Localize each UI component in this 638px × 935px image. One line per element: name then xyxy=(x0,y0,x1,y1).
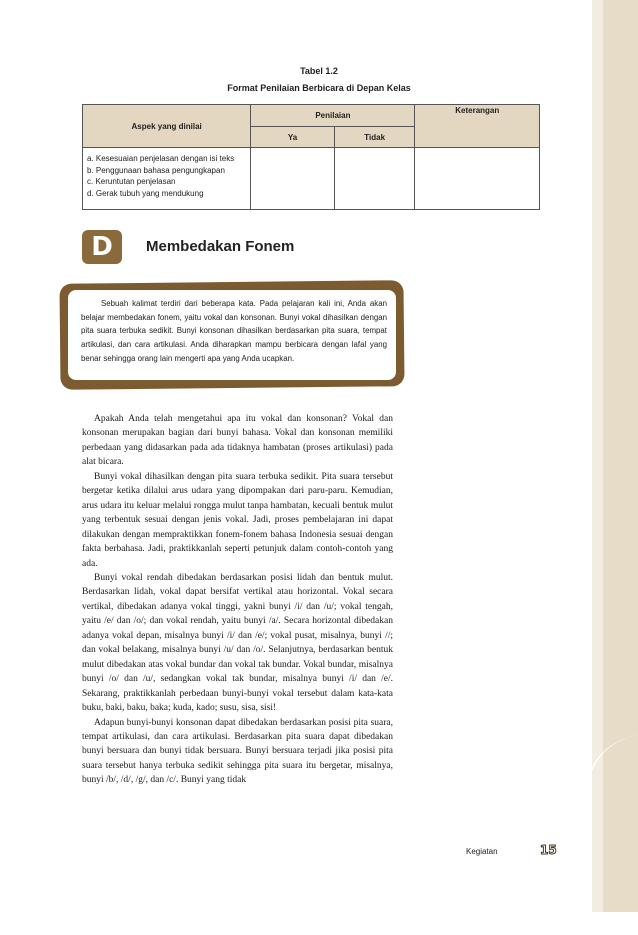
header-ya: Ya xyxy=(251,127,335,148)
section-title: Membedakan Fonem xyxy=(146,238,295,255)
criteria-item: a. Kesesuaian penjelasan dengan isi teks xyxy=(87,154,235,163)
criteria-item: d. Gerak tubuh yang mendukung xyxy=(87,188,204,198)
criteria-cell xyxy=(83,148,251,210)
header-penilaian: Penilaian xyxy=(251,105,415,127)
footer-label: Kegiatan xyxy=(466,847,498,856)
table-number: Tabel 1.2 xyxy=(300,66,338,76)
header-aspek: Aspek yang dinilai xyxy=(83,105,251,148)
criteria-item: c. Keruntutan penjelasan xyxy=(87,177,176,186)
header-tidak: Tidak xyxy=(334,127,415,148)
table-title: Format Penilaian Berbicara di Depan Kelas xyxy=(227,83,411,93)
tidak-cell xyxy=(334,148,415,210)
section-badge xyxy=(82,230,122,264)
body-paragraph: Adapun bunyi-bunyi konsonan dapat dibedakan berdasarkan posisi pita suara, tempat artikulasi, dan cara artikulasi. Berdasarkan pita suara dapat dibedakan bunyi bersuara dan bunyi tidak bersuara. Bunyi bersuara terjadi jika posisi pita suara tersebut hanya terbuka sedikit sehingga pita suara itu bergetar, misalnya, bunyi /b/, /d/, /g/, dan /c/. Bunyi yang tidak xyxy=(82,717,393,786)
ya-cell xyxy=(251,148,335,210)
keterangan-cell xyxy=(415,148,540,210)
body-text xyxy=(82,412,393,788)
page-number: 15 xyxy=(540,843,557,857)
header-keterangan-label: Keterangan xyxy=(455,106,500,115)
body-paragraph: Bunyi vokal dihasilkan dengan pita suara terbuka sedikit. Pita suara tersebut bergetar ketika dilalui arus udara yang dipompakan dari paru-paru. Kemudian, arus udara itu keluar melalui rongga mulut tanpa hambatan, kecuali bentuk mulut yang terbentuk sesuai dengan jenis vokal. Jadi, proses pembelajaran ini dapat dilakukan dengan mempraktikkan fonem-fonem bahasa Indonesia sesuai dengan fakta berbahasa. Jadi, praktikkanlah seperti petunjuk dalam contoh-contoh yang ada. xyxy=(82,471,393,569)
criteria-item: b. Penggunaan bahasa pengungkapan xyxy=(87,165,225,175)
assessment-table xyxy=(82,104,540,210)
body-paragraph: Bunyi vokal rendah dibedakan berdasarkan posisi lidah dan bentuk mulut. Berdasarkan lidah, vokal dapat bersifat vertikal atau horizontal. Vokal secara vertikal, dibedakan adanya vokal tinggi, yakni bunyi /i/ dan /u/; vokal tengah, yaitu /e/ dan /o/; dan vokal rendah, yaitu bunyi /a/. Secara horizontal dibedakan adanya vokal depan, misalnya bunyi /i/ dan /e/; vokal pusat, misalnya, bunyi //; dan vokal belakang, misalnya bunyi /u/ dan /o/. Selanjutnya, berdasarkan bentuk mulut dibedakan atas vokal bundar dan vokal tak bundar. Vokal bundar, misalnya bunyi /o/ dan /u/, sedangkan vokal tak bundar, misalnya bunyi /i/ dan /e/. Sekarang, praktikkanlah perbedaan bunyi-bunyi vokal tersebut dalam kata-kata buku, baki, baku, baka; kuda, kado; susu, sisa, sisi! xyxy=(82,572,393,714)
intro-text: Sebuah kalimat terdiri dari beberapa kata. Pada pelajaran kali ini, Anda akan belajar membedakan fonem, yaitu vokal dan konsonan. Bunyi vokal dihasilkan dengan pita suara terbuka sedikit. Bunyi konsonan dihasilkan berdasarkan pita suara, tempat artikulasi, dan cara artikulasi. Anda diharapkan mampu berbicara dengan lafal yang benar sehingga orang lain mengerti apa yang Anda ucapkan. xyxy=(81,299,387,363)
body-paragraph: Apakah Anda telah mengetahui apa itu vokal dan konsonan? Vokal dan konsonan merupakan bagian dari bunyi bahasa. Vokal dan konsonan memiliki perbedaan yang didasarkan pada ada tidaknya hambatan (proses artikulasi) pada alat bicara. xyxy=(82,414,393,468)
section-letter: D xyxy=(91,232,113,262)
decorative-curve xyxy=(585,735,638,935)
header-keterangan xyxy=(415,105,540,148)
